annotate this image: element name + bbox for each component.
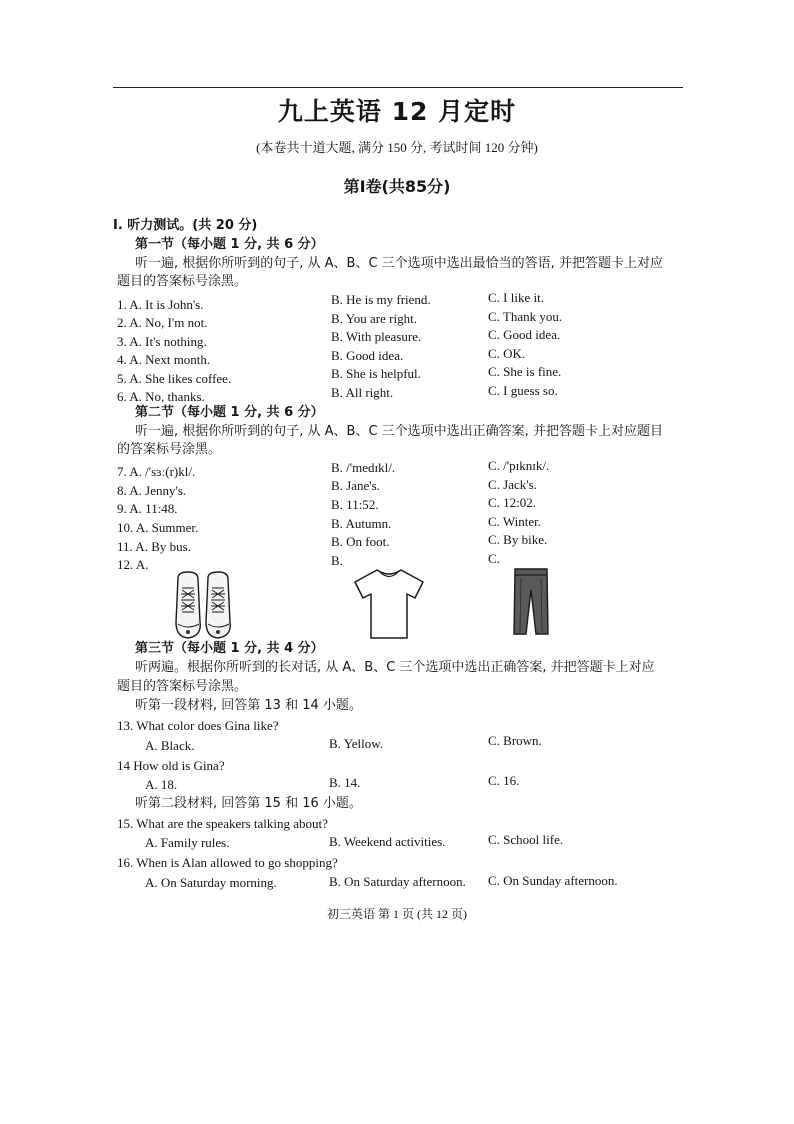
q10-option-c: C. Winter.: [488, 514, 542, 529]
q13-option-a: A. Black.: [145, 738, 195, 753]
header-rule: [113, 87, 683, 88]
section1-heading: 第一节（每小题 1 分, 共 6 分）: [135, 237, 324, 252]
q16-option-a: A. On Saturday morning.: [145, 875, 277, 890]
q6-option-a: 6. A. No, thanks.: [117, 389, 205, 404]
section3-instruction-line1: 听两遍。根据你所听到的长对话, 从 A、B、C 三个选项中选出正确答案, 并把答题卡上对应: [135, 660, 655, 675]
q5-option-b: B. She is helpful.: [331, 366, 421, 381]
q10-option-a: 10. A. Summer.: [117, 520, 199, 535]
q8-option-c: C. Jack's.: [488, 477, 537, 492]
sneakers-icon: [172, 570, 236, 642]
q11-option-b: B. On foot.: [331, 534, 390, 549]
q8-option-a: 8. A. Jenny's.: [117, 483, 187, 498]
q12-option-b: B.: [331, 553, 343, 568]
q16-option-b: B. On Saturday afternoon.: [329, 874, 466, 889]
q7-option-b: B. /'medɪkl/.: [331, 460, 396, 475]
q15-option-b: B. Weekend activities.: [329, 834, 446, 849]
q13-option-b: B. Yellow.: [329, 736, 384, 751]
material2-note: 听第二段材料, 回答第 15 和 16 小题。: [135, 796, 362, 811]
q9-option-a: 9. A. 11:48.: [117, 501, 178, 516]
part1-heading: I. 听力测试。(共 20 分): [113, 218, 258, 233]
q13-option-c: C. Brown.: [488, 733, 542, 748]
q16-option-c: C. On Sunday afternoon.: [488, 873, 618, 888]
q12-option-c: C.: [488, 551, 500, 566]
exam-title: 九上英语 12 月定时: [277, 97, 517, 126]
q11-option-a: 11. A. By bus.: [117, 539, 191, 554]
q14-stem: 14 How old is Gina?: [117, 758, 225, 773]
q1-option-c: C. I like it.: [488, 290, 544, 305]
trousers-icon: [512, 566, 550, 636]
q4-option-c: C. OK.: [488, 346, 526, 361]
q4-option-a: 4. A. Next month.: [117, 352, 211, 367]
tshirt-icon: [351, 566, 427, 642]
q3-option-a: 3. A. It's nothing.: [117, 334, 207, 349]
section2-instruction-line2: 的答案标号涂黑。: [117, 442, 222, 457]
section1-instruction-line2: 题目的答案标号涂黑。: [117, 274, 248, 289]
q2-option-a: 2. A. No, I'm not.: [117, 315, 208, 330]
q15-option-c: C. School life.: [488, 832, 564, 847]
volume-heading: 第I卷(共85分): [343, 177, 451, 196]
section3-heading: 第三节（每小题 1 分, 共 4 分）: [135, 641, 324, 656]
q14-option-b: B. 14.: [329, 775, 361, 790]
page-footer: 初三英语 第 1 页 (共 12 页): [327, 907, 467, 921]
q1-option-b: B. He is my friend.: [331, 292, 431, 307]
q7-option-a: 7. A. /'sɜː(r)kl/.: [117, 464, 196, 479]
q8-option-b: B. Jane's.: [331, 478, 380, 493]
q14-option-a: A. 18.: [145, 777, 178, 792]
q5-option-a: 5. A. She likes coffee.: [117, 371, 232, 386]
q9-option-c: C. 12:02.: [488, 495, 537, 510]
section1-instruction-line1: 听一遍, 根据你所听到的句子, 从 A、B、C 三个选项中选出最恰当的答语, 并把答题卡上对应: [135, 256, 663, 271]
q3-option-c: C. Good idea.: [488, 327, 561, 342]
section2-instruction-line1: 听一遍, 根据你所听到的句子, 从 A、B、C 三个选项中选出正确答案, 并把答题卡上对应题目: [135, 424, 663, 439]
q14-option-c: C. 16.: [488, 773, 520, 788]
q11-option-c: C. By bike.: [488, 532, 548, 547]
q16-stem: 16. When is Alan allowed to go shopping?: [117, 855, 338, 870]
q9-option-b: B. 11:52.: [331, 497, 379, 512]
q6-option-c: C. I guess so.: [488, 383, 558, 398]
q5-option-c: C. She is fine.: [488, 364, 562, 379]
q15-stem: 15. What are the speakers talking about?: [117, 816, 328, 831]
q13-stem: 13. What color does Gina like?: [117, 718, 279, 733]
q10-option-b: B. Autumn.: [331, 516, 392, 531]
q7-option-c: C. /'pɪknɪk/.: [488, 458, 550, 473]
q6-option-b: B. All right.: [331, 385, 394, 400]
exam-subtitle: (本卷共十道大题, 满分 150 分, 考试时间 120 分钟): [256, 140, 538, 155]
section2-heading: 第二节（每小题 1 分, 共 6 分）: [135, 405, 324, 420]
material1-note: 听第一段材料, 回答第 13 和 14 小题。: [135, 698, 362, 713]
q4-option-b: B. Good idea.: [331, 348, 404, 363]
q3-option-b: B. With pleasure.: [331, 329, 422, 344]
q12-option-a: 12. A.: [117, 557, 149, 572]
q15-option-a: A. Family rules.: [145, 835, 230, 850]
q2-option-b: B. You are right.: [331, 311, 417, 326]
q2-option-c: C. Thank you.: [488, 309, 563, 324]
section3-instruction-line2: 题目的答案标号涂黑。: [117, 679, 248, 694]
q1-option-a: 1. A. It is John's.: [117, 297, 204, 312]
